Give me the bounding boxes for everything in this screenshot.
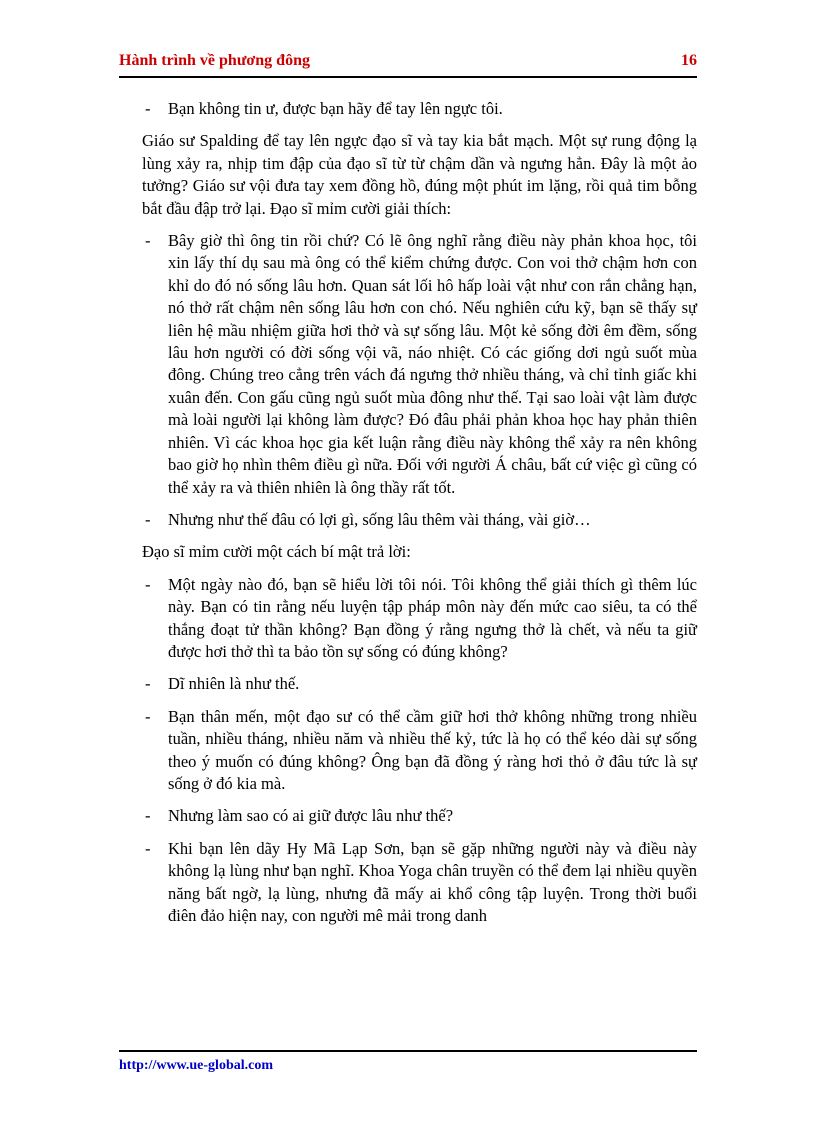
dialogue-text: Dĩ nhiên là như thế. [168,674,300,694]
dash-marker: - [145,509,151,529]
dialogue-text: Nhưng như thế đâu có lợi gì, sống lâu thêm vài tháng, vài giờ… [168,509,591,529]
page-footer [119,1050,697,1074]
dash-marker: - [145,838,151,858]
header-title: Hành trình về phương đông [119,52,310,69]
website-link[interactable]: http://www.ue-global.com [119,1058,273,1073]
dialogue-text: Một ngày nào đó, bạn sẽ hiểu lời tôi nói. Tôi không thể giải thích gì thêm lúc này. Bạn có tin rằng nếu luyện tập pháp môn này đến mức cao siêu, ta có thể thắng đoạt tử thần không? Bạn đồng ý rằng ngưng thở là chết, và nếu ta giữ được hơi thở thì ta bảo tồn sự sống có đúng không? [168,574,697,661]
dash-marker: - [145,231,151,251]
dialogue-line [145,805,697,827]
page-body [142,98,697,937]
dash-marker: - [145,574,151,594]
dialogue-line [145,574,697,664]
dialogue-text: Bây giờ thì ông tin rồi chứ? Có lẽ ông nghĩ rằng điều này phản khoa học, tôi xin lấy thí dụ sau mà ông có thể kiểm chứng được. Con voi thở chậm hơn con khỉ do đó nó sống lâu hơn. Quan sát lối hô hấp loài vật như con rắn chẳng hạn, nó thở rất chậm nên sống lâu hơn con chó. Nếu nghiên cứu kỹ, bạn sẽ thấy sự liên hệ mầu nhiệm giữa hơi thở và sự sống lâu. Một kẻ sống đời êm đềm, sống lâu hơn người có đời sống vội vã, náo nhiệt. Có các giống dơi ngủ suốt mùa đông. Chúng treo cẳng trên vách đá ngưng thở nhiều tháng, và chỉ tỉnh giấc khi xuân đến. Con gấu cũng ngủ suốt mùa đông như thế. Tại sao loài vật làm được mà loài người lại không làm được? Đó đâu phải phản khoa học hay phản thiên nhiên. Vì các khoa học gia kết luận rằng điều này không thể xảy ra nên không bao giờ họ nhìn thêm điều gì nữa. Đối với người Á châu, bất cứ việc gì cũng có thể xảy ra và thiên nhiên là ông thầy rất tốt. [168,231,697,497]
dash-marker: - [145,706,151,726]
narrative-paragraph: Đạo sĩ mỉm cười một cách bí mật trả lời: [142,542,411,562]
footer-divider [119,1050,697,1052]
dialogue-line [145,838,697,928]
dialogue-line [145,673,697,695]
header-divider [119,76,697,78]
dialogue-line [145,509,697,531]
dash-marker: - [145,99,151,118]
dialogue-text: Bạn không tin ư, được bạn hãy để tay lên ngực tôi. [168,99,503,118]
page-header [119,52,697,78]
dialogue-text: Nhưng làm sao có ai giữ được lâu như thế? [168,806,454,826]
dash-marker: - [145,806,151,826]
page-number: 16 [681,52,697,69]
dialogue-line [145,98,697,120]
dialogue-line [145,230,697,499]
dialogue-text: Khi bạn lên dãy Hy Mã Lạp Sơn, bạn sẽ gặp những người này và điều này không lạ lùng như bạn nghĩ. Khoa Yoga chân truyền có thể đem lại nhiều quyền năng bất ngờ, lạ lùng, nhưng đã mấy ai khổ công tập luyện. Trong thời buổi điên đảo hiện nay, con người mê mải trong danh [168,838,697,925]
narrative-paragraph: Giáo sư Spalding để tay lên ngực đạo sĩ và tay kia bắt mạch. Một sự rung động lạ lùng xảy ra, nhịp tim đập của đạo sĩ từ từ chậm dần và ngưng hẳn. Đây là một ảo tưởng? Giáo sư vội đưa tay xem đồng hồ, đúng một phút im lặng, rồi quả tim bỗng bắt đầu đập trở lại. Đạo sĩ mỉm cười giải thích: [142,131,697,218]
dialogue-text: Bạn thân mến, một đạo sư có thể cầm giữ hơi thở không những trong nhiều tuần, nhiều tháng, nhiều năm và nhiều thế kỷ, tức là họ có thể kéo dài sự sống theo ý muốn có đúng không? Ông bạn đã đồng ý ràng hơi thỏ ở đâu tức là sự sống ở đó kia mà. [168,706,697,793]
dash-marker: - [145,674,151,694]
dialogue-line [145,706,697,796]
